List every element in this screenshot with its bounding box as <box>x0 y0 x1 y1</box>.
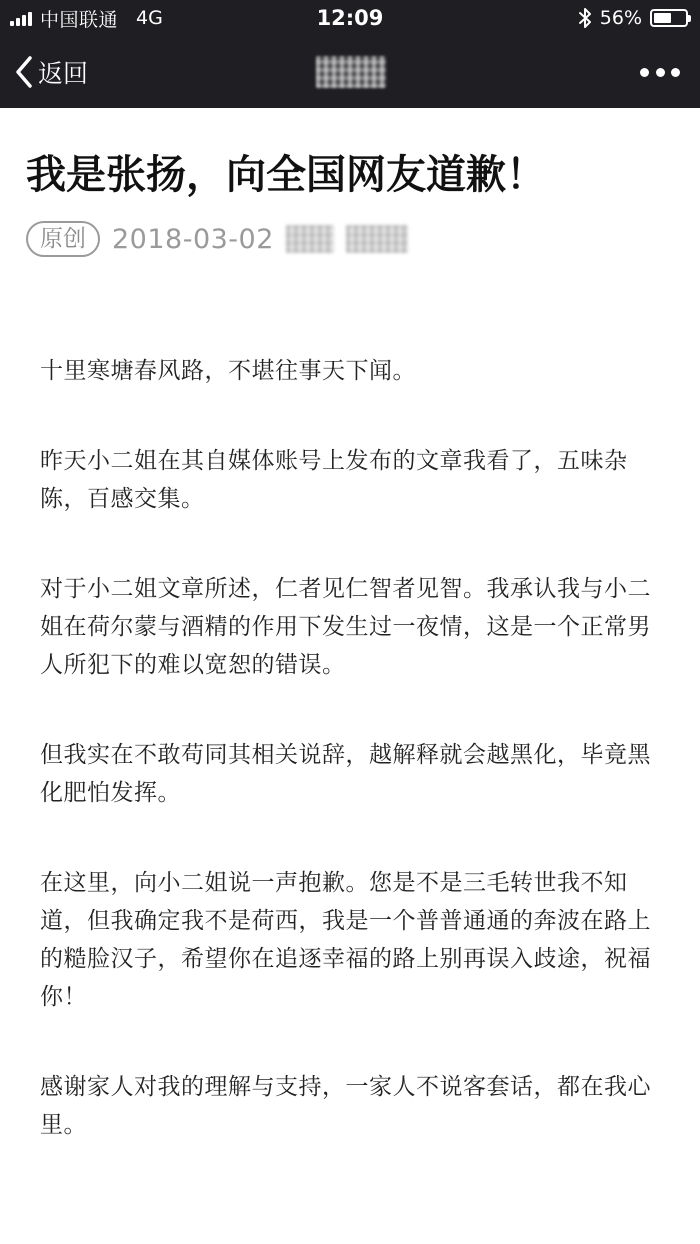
article-title: 我是张扬，向全国网友道歉！ <box>26 152 546 198</box>
status-bar <box>0 0 700 36</box>
article-paragraph: 但我实在不敢苟同其相关说辞，越解释就会越黑化，毕竟黑化肥怕发挥。 <box>40 742 651 806</box>
status-time: 12:09 <box>316 6 384 30</box>
nav-bar <box>0 36 700 108</box>
article-meta <box>26 220 408 258</box>
back-label: 返回 <box>38 59 89 88</box>
author-name-redacted <box>286 225 334 253</box>
more-dot <box>640 68 649 77</box>
bluetooth-icon <box>578 7 592 29</box>
back-button[interactable] <box>14 54 88 90</box>
network-type: 4G <box>136 7 163 29</box>
more-button[interactable] <box>640 62 680 82</box>
article-body <box>40 352 666 1144</box>
battery-fill <box>654 13 671 23</box>
article-paragraph: 十里寒塘春风路，不堪往事天下闻。 <box>40 358 416 384</box>
article-paragraph: 昨天小二姐在其自媒体账号上发布的文章我看了，五味杂陈，百感交集。 <box>40 448 628 512</box>
more-dot <box>656 68 665 77</box>
original-badge: 原创 <box>26 221 100 257</box>
chevron-left-icon <box>14 55 34 89</box>
article-paragraph: 在这里，向小二姐说一声抱歉。您是不是三毛转世我不知道，但我确定我不是荷西，我是一个普普通通的奔波在路上的糙脸汉子，希望你在追逐幸福的路上别再误入歧途，祝福你！ <box>40 870 651 1010</box>
article-paragraph: 感谢家人对我的理解与支持，一家人不说客套话，都在我心里。 <box>40 1074 651 1138</box>
nav-title-redacted <box>316 56 386 88</box>
more-dot <box>671 68 680 77</box>
article-paragraph: 对于小二姐文章所述，仁者见仁智者见智。我承认我与小二姐在荷尔蒙与酒精的作用下发生过一夜情，这是一个正常男人所犯下的难以宽恕的错误。 <box>40 576 651 678</box>
publish-date: 2018-03-02 <box>112 223 274 255</box>
carrier-name: 中国联通 <box>40 8 119 31</box>
account-name-redacted[interactable] <box>346 225 408 253</box>
status-right <box>578 6 688 30</box>
battery-icon <box>650 9 688 27</box>
battery-percent: 56% <box>599 7 642 29</box>
